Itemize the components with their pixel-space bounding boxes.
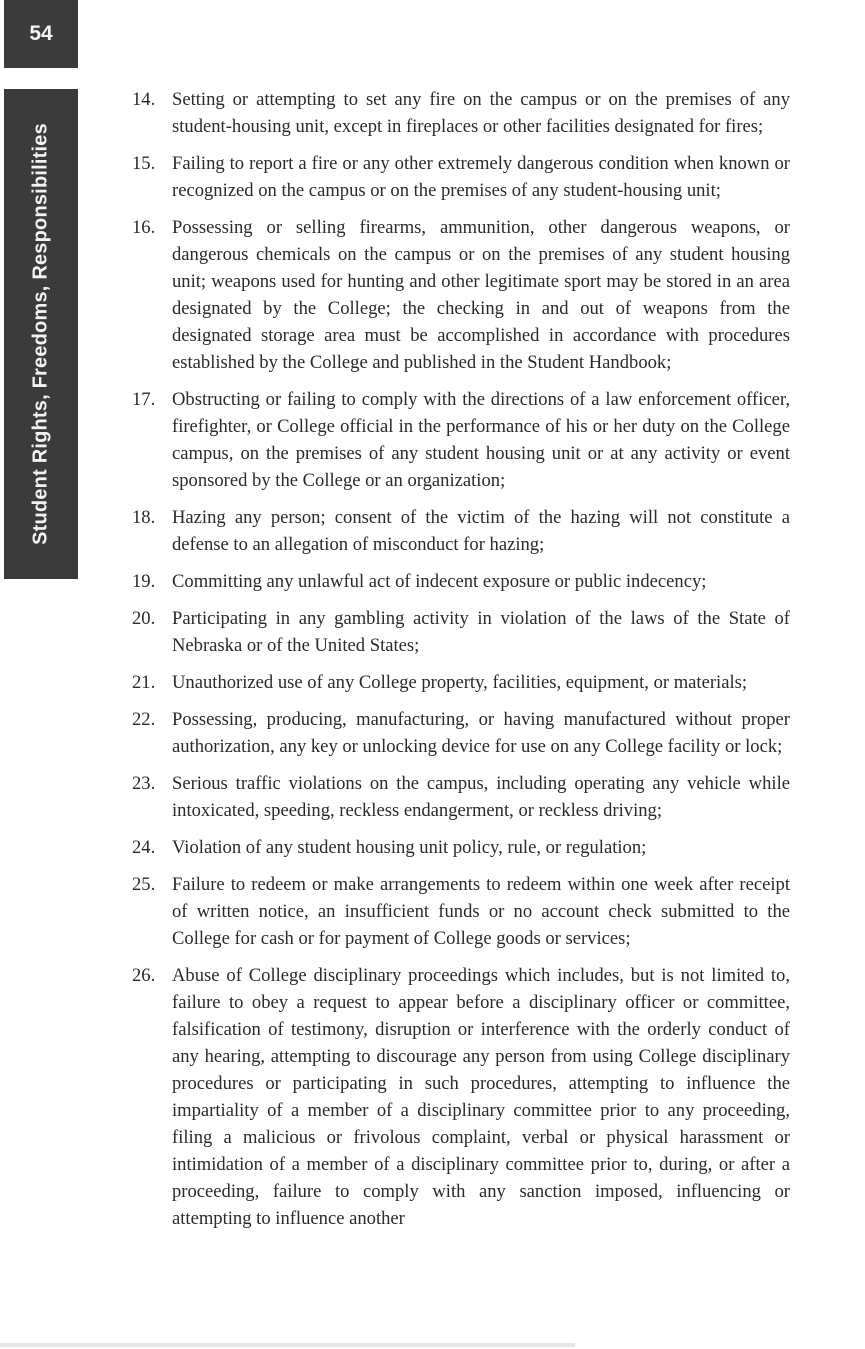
rule-number: 26. — [132, 965, 156, 986]
rule-number: 17. — [132, 389, 156, 410]
rule-number: 20. — [132, 608, 156, 629]
rule-item — [130, 86, 790, 140]
rule-item — [130, 386, 790, 494]
rule-item — [130, 962, 790, 1232]
rule-number: 24. — [132, 837, 156, 858]
rule-number: 15. — [132, 153, 156, 174]
rule-item — [130, 669, 790, 696]
rule-text: Failure to redeem or make arrangements to redeem within one week after receipt of written notice, an insufficient funds or no account check submitted to the College for cash or for payment of College goods or services; — [172, 874, 790, 949]
rule-number: 18. — [132, 507, 156, 528]
rule-number: 19. — [132, 571, 156, 592]
rule-number: 23. — [132, 773, 156, 794]
bottom-divider — [0, 1343, 575, 1347]
rule-text: Obstructing or failing to comply with the directions of a law enforcement officer, firefighter, or College official in the performance of his or her duty on the College campus, on the premises of any student housing unit or at any activity or event sponsored by the College or an organization; — [172, 389, 790, 491]
rule-item — [130, 871, 790, 952]
rule-number: 21. — [132, 672, 156, 693]
rule-text: Possessing, producing, manufacturing, or having manufactured without proper authorization, any key or unlocking device for use on any College facility or lock; — [172, 709, 790, 757]
rule-text: Hazing any person; consent of the victim of the hazing will not constitute a defense to an allegation of misconduct for hazing; — [172, 507, 790, 555]
rules-list — [130, 86, 790, 1242]
rule-number: 22. — [132, 709, 156, 730]
rule-item — [130, 706, 790, 760]
rule-item — [130, 605, 790, 659]
rule-number: 14. — [132, 89, 156, 110]
rule-item — [130, 568, 790, 595]
rule-item — [130, 214, 790, 376]
page-number: 54 — [29, 22, 53, 45]
rule-text: Participating in any gambling activity in violation of the laws of the State of Nebraska or of the United States; — [172, 608, 790, 656]
rule-text: Possessing or selling firearms, ammunition, other dangerous weapons, or dangerous chemicals on the campus or on the premises of any student housing unit; weapons used for hunting and other legitimate sport may be stored in an area designated by the College; the checking in and out of weapons from the designated storage area must be accomplished in accordance with procedures established by the College and published in the Student Handbook; — [172, 217, 790, 373]
rule-text: Abuse of College disciplinary proceedings which includes, but is not limited to, failure to obey a request to appear before a disciplinary officer or committee, falsification of testimony, disruption or interference with the orderly conduct of any hearing, attempting to discourage any person from using College disciplinary procedures or participating in such procedures, attempting to influence the impartiality of a member of a disciplinary committee prior to any proceeding, filing a malicious or frivolous complaint, verbal or physical harassment or intimidation of a member of a disciplinary committee prior to, during, or after a proceeding, failure to comply with any sanction imposed, influencing or attempting to influence another — [172, 965, 790, 1229]
rule-text: Failing to report a fire or any other extremely dangerous condition when known or recognized on the campus or on the premises of any student-housing unit; — [172, 153, 790, 201]
rule-item — [130, 834, 790, 861]
rule-item — [130, 504, 790, 558]
rule-number: 16. — [132, 217, 156, 238]
rule-text: Unauthorized use of any College property, facilities, equipment, or materials; — [172, 672, 748, 693]
page-number-tab — [4, 0, 78, 68]
rule-number: 25. — [132, 874, 156, 895]
rule-item — [130, 150, 790, 204]
rule-text: Setting or attempting to set any fire on the campus or on the premises of any student-housing unit, except in fireplaces or other facilities designated for fires; — [172, 89, 790, 137]
section-tab-label: Student Rights, Freedoms, Responsibilities — [29, 123, 52, 545]
rule-text: Committing any unlawful act of indecent exposure or public indecency; — [172, 571, 707, 592]
rule-text: Serious traffic violations on the campus, including operating any vehicle while intoxicated, speeding, reckless endangerment, or reckless driving; — [172, 773, 790, 821]
rule-item — [130, 770, 790, 824]
rule-text: Violation of any student housing unit policy, rule, or regulation; — [172, 837, 647, 858]
section-tab — [4, 89, 78, 579]
